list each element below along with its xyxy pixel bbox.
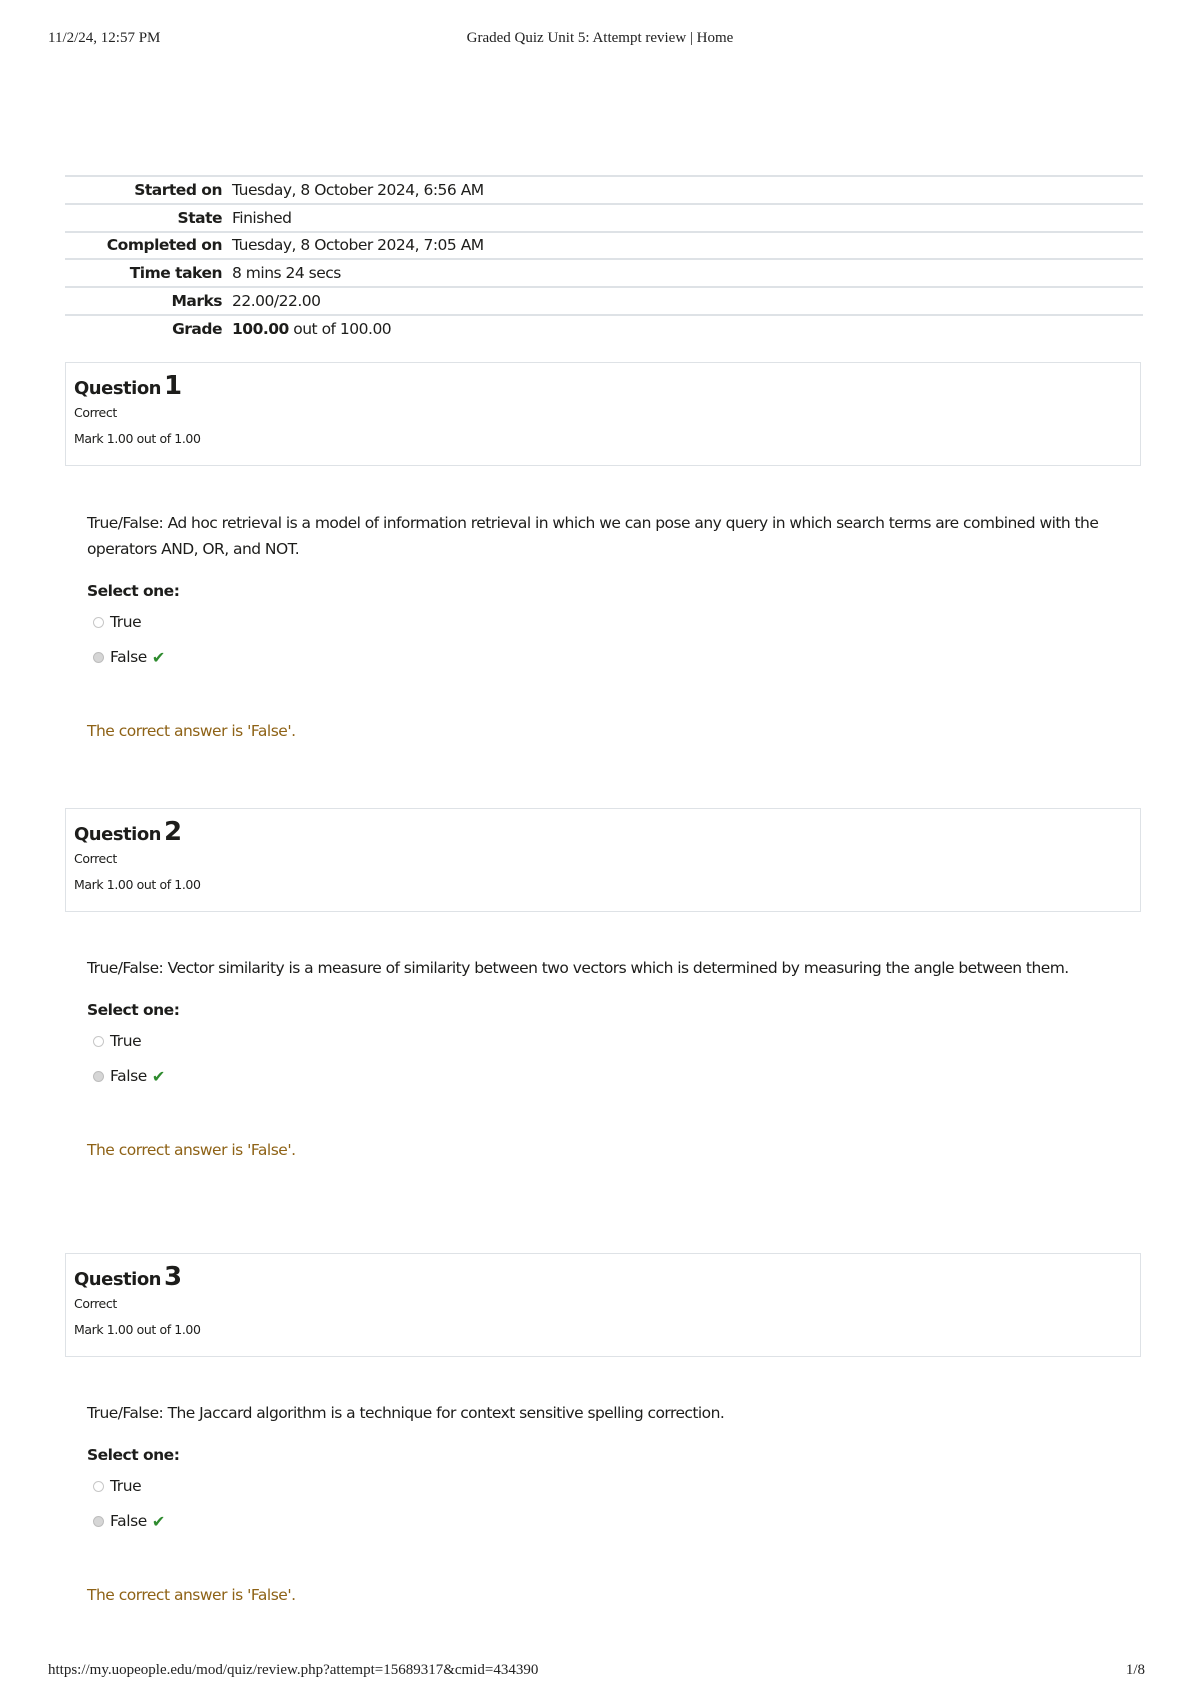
- summary-row-started: [65, 176, 1143, 204]
- question-text: True/False: Vector similarity is a measure of similarity between two vectors which is determined by measuring the angle between them.: [87, 959, 1069, 977]
- question-info-3: [65, 1253, 1141, 1357]
- radio-button[interactable]: [93, 652, 104, 663]
- radio-button[interactable]: [93, 617, 104, 628]
- summary-row-grade: [65, 315, 1143, 343]
- summary-value: 22.00/22.00: [232, 292, 321, 311]
- question-body-3: [87, 1400, 1137, 1604]
- question-heading: Question: [74, 1269, 161, 1290]
- print-page-number: 1/8: [1125, 1662, 1145, 1678]
- print-url: https://my.uopeople.edu/mod/quiz/review.php?attempt=15689317&cmid=434390: [48, 1662, 539, 1678]
- summary-row-state: [65, 204, 1143, 232]
- grade-score: 100.00: [232, 320, 289, 339]
- select-prompt: Select one:: [87, 582, 180, 600]
- question-mark: Mark 1.00 out of 1.00: [74, 431, 201, 446]
- question-body-1: [87, 510, 1137, 740]
- radio-button[interactable]: [93, 1036, 104, 1047]
- answer-option-true[interactable]: [87, 609, 1137, 635]
- question-body-2: [87, 955, 1137, 1159]
- question-title: [74, 1262, 1132, 1292]
- option-label: True: [110, 1032, 142, 1050]
- radio-button[interactable]: [93, 1516, 104, 1527]
- question-state: Correct: [74, 1296, 117, 1311]
- summary-value: Tuesday, 8 October 2024, 6:56 AM: [232, 180, 484, 199]
- summary-row-time-taken: [65, 259, 1143, 287]
- print-footer: [48, 1662, 1152, 1684]
- check-icon: ✔: [151, 1066, 165, 1086]
- question-info-2: [65, 808, 1141, 912]
- select-prompt: Select one:: [87, 1001, 180, 1019]
- select-prompt: Select one:: [87, 1446, 180, 1464]
- question-heading: Question: [74, 378, 161, 399]
- answer-option-true[interactable]: [87, 1473, 1137, 1499]
- question-title: [74, 371, 1132, 401]
- attempt-summary-table: [65, 175, 1143, 343]
- question-number: 2: [164, 817, 182, 847]
- question-heading: Question: [74, 824, 161, 845]
- question-mark: Mark 1.00 out of 1.00: [74, 877, 201, 892]
- summary-row-completed: [65, 232, 1143, 260]
- summary-label: Marks: [171, 292, 222, 311]
- print-datetime: 11/2/24, 12:57 PM: [48, 30, 161, 46]
- summary-label: Time taken: [129, 264, 222, 283]
- summary-label: Grade: [172, 320, 222, 339]
- correct-answer-feedback: The correct answer is 'False'.: [87, 1586, 296, 1604]
- question-text: True/False: The Jaccard algorithm is a technique for context sensitive spelling correction.: [87, 1404, 725, 1422]
- option-label: True: [110, 1477, 142, 1495]
- question-info-1: [65, 362, 1141, 466]
- summary-label: Completed on: [106, 236, 222, 255]
- correct-answer-feedback: The correct answer is 'False'.: [87, 1141, 296, 1159]
- question-mark: Mark 1.00 out of 1.00: [74, 1322, 201, 1337]
- summary-row-marks: [65, 287, 1143, 315]
- radio-button[interactable]: [93, 1481, 104, 1492]
- summary-value: 8 mins 24 secs: [232, 264, 341, 283]
- print-page-title: Graded Quiz Unit 5: Attempt review | Home: [466, 30, 734, 46]
- answer-option-false[interactable]: [87, 1508, 1137, 1534]
- option-label: True: [110, 613, 142, 631]
- summary-label: State: [177, 208, 222, 227]
- summary-value: [230, 315, 1143, 343]
- option-label: False: [110, 648, 147, 666]
- question-number: 1: [164, 371, 182, 401]
- summary-value: Finished: [232, 208, 292, 227]
- option-label: False: [110, 1512, 147, 1530]
- check-icon: ✔: [151, 1511, 165, 1531]
- question-state: Correct: [74, 405, 117, 420]
- answer-option-true[interactable]: [87, 1028, 1137, 1054]
- print-header: [48, 30, 1152, 52]
- grade-out-of: out of 100.00: [288, 320, 392, 339]
- question-text: True/False: Ad hoc retrieval is a model of information retrieval in which we can pose any query in which search terms are combined with the operators AND, OR, and NOT.: [87, 514, 1099, 558]
- option-label: False: [110, 1067, 147, 1085]
- answer-option-false[interactable]: [87, 1063, 1137, 1089]
- correct-answer-feedback: The correct answer is 'False'.: [87, 722, 296, 740]
- question-title: [74, 817, 1132, 847]
- question-number: 3: [164, 1262, 182, 1292]
- check-icon: ✔: [151, 647, 165, 667]
- answer-option-false[interactable]: [87, 644, 1137, 670]
- summary-value: Tuesday, 8 October 2024, 7:05 AM: [232, 236, 484, 255]
- question-state: Correct: [74, 851, 117, 866]
- summary-label: Started on: [134, 180, 222, 199]
- radio-button[interactable]: [93, 1071, 104, 1082]
